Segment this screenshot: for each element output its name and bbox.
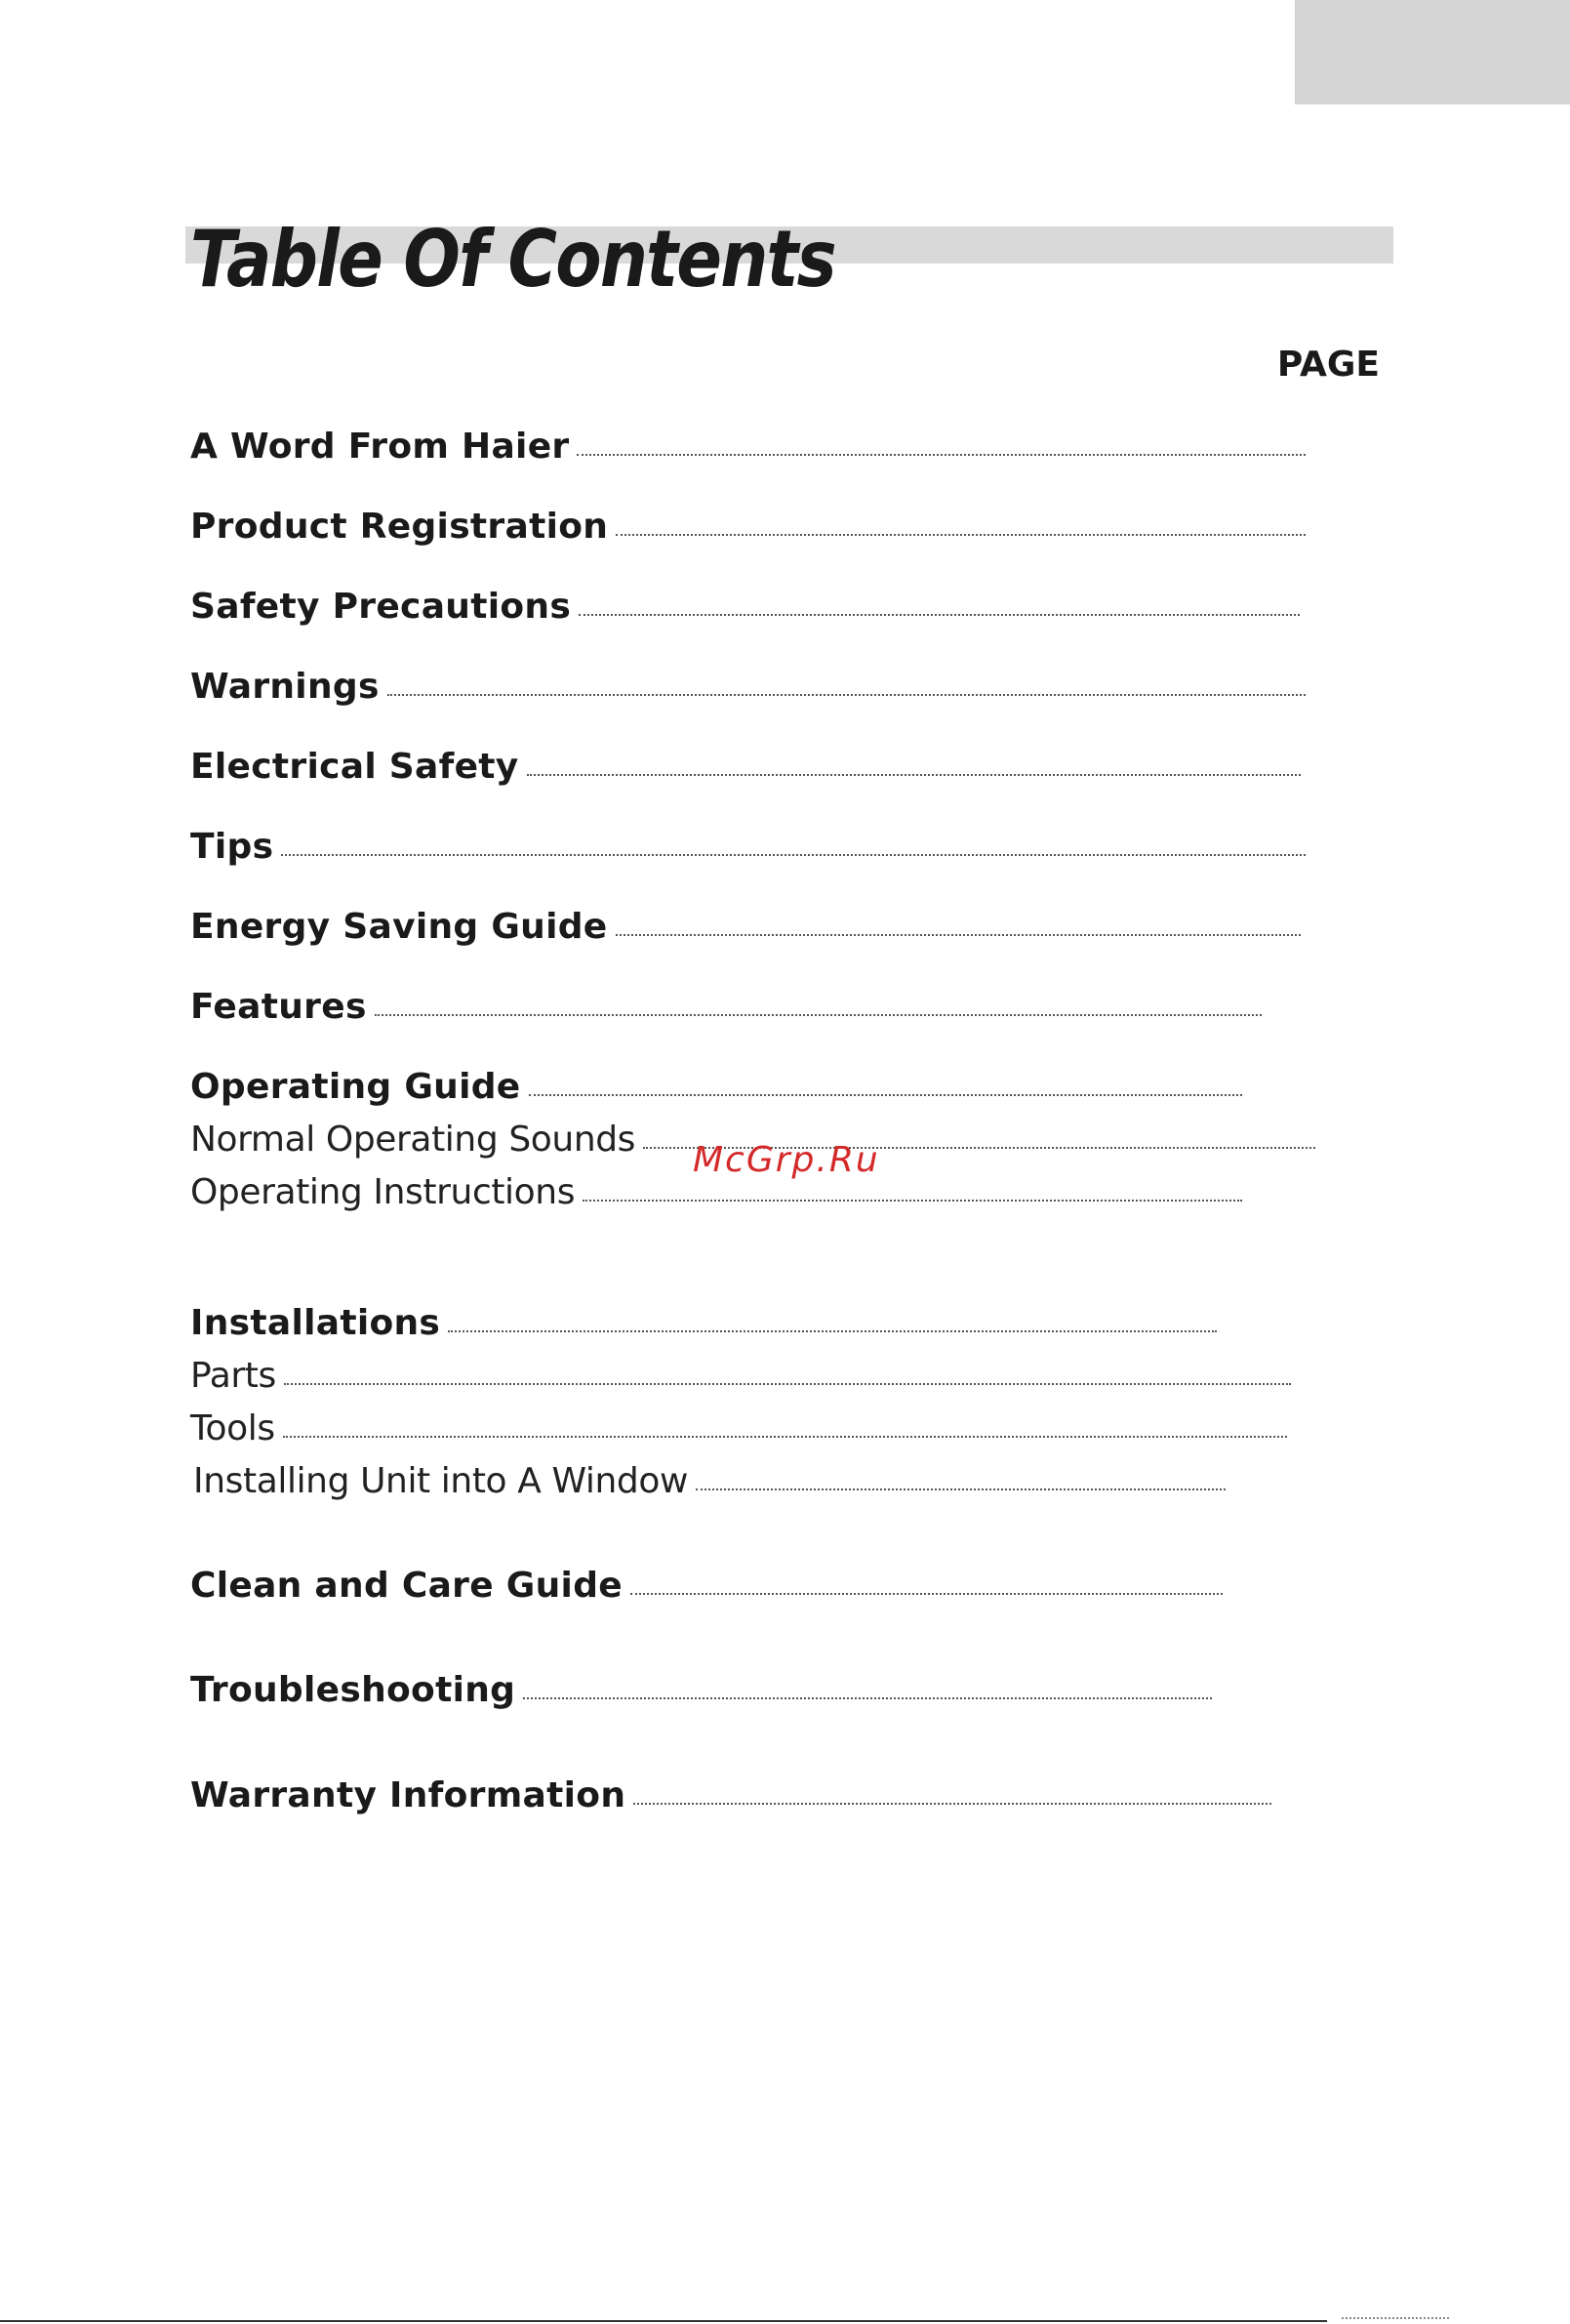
toc-entry-electrical-safety[interactable] <box>190 747 1301 787</box>
dot-leader <box>523 1696 1212 1699</box>
dot-leader <box>616 533 1306 536</box>
toc-entry-warranty-information[interactable] <box>190 1775 1271 1815</box>
toc-entry-safety-precautions[interactable] <box>190 587 1300 627</box>
dot-leader <box>529 1093 1242 1096</box>
toc-entry-label: Normal Operating Sounds <box>190 1120 636 1160</box>
toc-entry-label: Operating Instructions <box>190 1172 576 1212</box>
bottom-rule <box>0 2320 1327 2322</box>
dot-leader <box>633 1802 1271 1805</box>
dot-leader <box>284 1382 1291 1385</box>
dot-leader <box>375 1013 1262 1016</box>
watermark-text: McGrp.Ru <box>693 1140 880 1180</box>
dot-leader <box>696 1488 1226 1490</box>
dot-leader <box>630 1592 1223 1595</box>
toc-entry-label: A Word From Haier <box>190 427 570 467</box>
toc-entry-label: Warnings <box>190 667 380 707</box>
toc-entry-label: Troubleshooting <box>190 1670 516 1710</box>
toc-entry-label: Operating Guide <box>190 1067 521 1107</box>
page-title: Table Of Contents <box>190 214 835 305</box>
dot-leader <box>283 1435 1287 1438</box>
dot-leader <box>527 773 1301 776</box>
dot-leader <box>577 453 1306 456</box>
toc-entry-label: Parts <box>190 1356 276 1396</box>
dot-leader <box>579 613 1300 616</box>
toc-entry-tips[interactable] <box>190 827 1306 867</box>
toc-entry-features[interactable] <box>190 987 1262 1027</box>
toc-entry-operating-guide[interactable] <box>190 1067 1242 1107</box>
dot-leader <box>583 1199 1242 1202</box>
corner-tab-decoration <box>1295 0 1570 104</box>
toc-entry-clean-and-care-guide[interactable] <box>190 1566 1223 1606</box>
toc-entry-product-registration[interactable] <box>190 507 1306 547</box>
toc-entry-label: Tips <box>190 827 274 867</box>
dot-leader <box>387 693 1306 696</box>
toc-entry-tools[interactable] <box>190 1408 1287 1448</box>
bottom-dotted-mark <box>1342 2316 1449 2319</box>
toc-entry-label: Energy Saving Guide <box>190 907 608 947</box>
toc-entry-parts[interactable] <box>190 1356 1291 1396</box>
toc-entry-label: Warranty Information <box>190 1775 626 1815</box>
toc-entry-label: Product Registration <box>190 507 609 547</box>
toc-entry-a-word-from-haier[interactable] <box>190 429 1306 465</box>
toc-entry-troubleshooting[interactable] <box>190 1670 1212 1710</box>
toc-entry-operating-instructions[interactable] <box>190 1172 1242 1212</box>
toc-entry-installing-unit-into-a-window[interactable] <box>193 1461 1226 1501</box>
toc-entry-label: Safety Precautions <box>190 587 572 627</box>
dot-leader <box>281 853 1306 856</box>
toc-entry-label: Features <box>190 987 367 1027</box>
dot-leader <box>616 933 1301 936</box>
toc-entry-warnings[interactable] <box>190 667 1306 707</box>
page-column-header: PAGE <box>1276 345 1380 385</box>
toc-entry-installations[interactable] <box>190 1303 1217 1343</box>
toc-entry-energy-saving-guide[interactable] <box>190 907 1301 947</box>
toc-entry-label: Electrical Safety <box>190 747 519 787</box>
toc-entry-label: Tools <box>190 1408 275 1448</box>
toc-entry-label: Installations <box>190 1303 441 1343</box>
toc-entry-label: Installing Unit into A Window <box>193 1461 689 1501</box>
dot-leader <box>448 1329 1217 1332</box>
toc-entry-label: Clean and Care Guide <box>190 1566 623 1606</box>
